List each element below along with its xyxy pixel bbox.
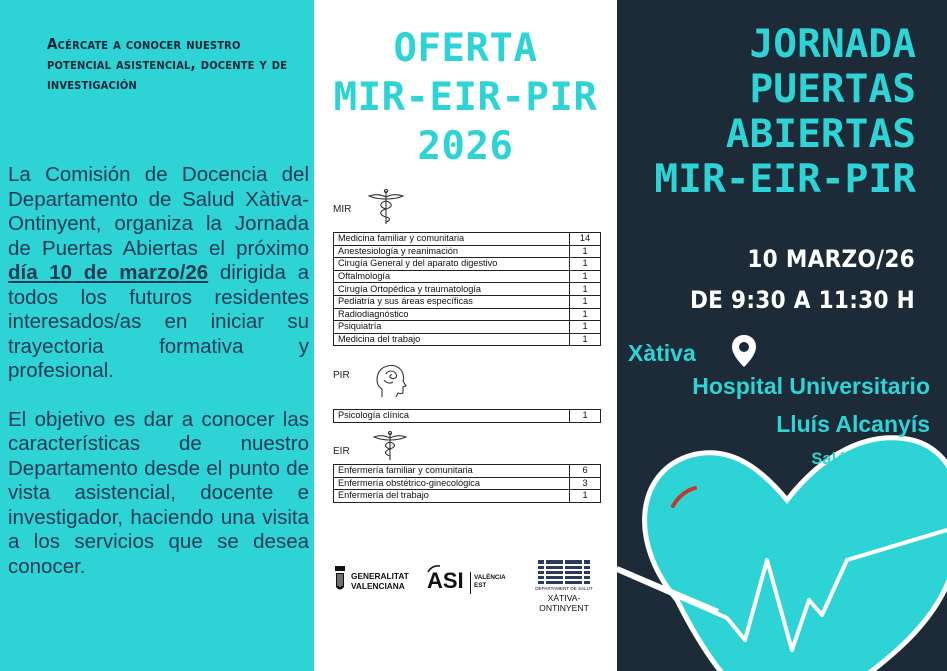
specialty-name: Psiquiatría <box>334 321 570 334</box>
hospital-name-line-1: Hospital Universitario <box>692 373 930 399</box>
asi-divider <box>470 572 471 594</box>
mir-table <box>333 232 601 346</box>
table-row <box>334 465 601 478</box>
offer-title-line-2: MIR-EIR-PIR <box>333 75 598 120</box>
specialty-name: Enfermería obstétrico-ginecológica <box>334 477 570 490</box>
pir-table <box>333 409 601 423</box>
room-name: Salón de Actos <box>811 450 930 468</box>
position-count: 1 <box>570 258 601 271</box>
table-row <box>334 490 601 503</box>
asi-line-2: EST <box>474 582 487 589</box>
intro-text-end: dirigida a todos los futuros residentes interesados/as en iniciar su trayectoria formativa y profesional. <box>8 261 309 382</box>
position-count: 1 <box>570 283 601 296</box>
table-row <box>334 295 601 308</box>
position-count: 6 <box>570 465 601 478</box>
table-row <box>334 308 601 321</box>
gva-line-1: GENERALITAT <box>351 571 409 581</box>
right-panel <box>617 0 947 671</box>
logos-row <box>333 558 603 614</box>
eir-label: EIR <box>333 446 350 457</box>
position-count: 1 <box>570 333 601 346</box>
table-row <box>334 258 601 271</box>
table-row <box>334 477 601 490</box>
event-date: 10 MARZO/26 <box>747 245 915 273</box>
dept-line-1: DEPARTAMENT DE SALUT <box>535 586 593 591</box>
table-row <box>334 410 601 423</box>
position-count: 1 <box>570 321 601 334</box>
position-count: 1 <box>570 245 601 258</box>
position-count: 1 <box>570 270 601 283</box>
position-count: 14 <box>570 233 601 246</box>
coat-of-arms-icon <box>333 563 347 593</box>
head-mind-icon <box>374 362 408 400</box>
specialty-name: Oftalmología <box>334 270 570 283</box>
event-title-line-3: ABIERTAS <box>725 111 916 157</box>
location-pin-icon <box>731 334 757 368</box>
position-count: 1 <box>570 410 601 423</box>
departament-logo <box>525 558 603 614</box>
specialty-name: Pediatría y sus áreas específicas <box>334 295 570 308</box>
position-count: 1 <box>570 295 601 308</box>
middle-panel <box>314 0 617 671</box>
table-row <box>334 283 601 296</box>
specialty-name: Medicina familiar y comunitaria <box>334 233 570 246</box>
event-time: DE 9:30 A 11:30 H <box>689 286 915 314</box>
gva-line-2: VALENCIANA <box>351 581 405 591</box>
dept-line-2: XÀTIVA-ONTINYENT <box>539 593 589 613</box>
offer-title-line-1: OFERTA <box>393 26 538 71</box>
specialty-name: Medicina del trabajo <box>334 333 570 346</box>
intro-paragraph <box>8 163 309 384</box>
intro-text-start: La Comisión de Docencia del Departamento de Salud Xàtiva-Ontinyent, organiza la Jornada de Puertas Abiertas el próximo <box>8 163 309 260</box>
specialty-name: Cirugía General y del aparato digestivo <box>334 258 570 271</box>
caduceus-icon <box>366 187 406 227</box>
position-count: 3 <box>570 477 601 490</box>
city-name: Xàtiva <box>628 340 696 366</box>
table-row <box>334 321 601 334</box>
specialty-name: Cirugía Ortopédica y traumatología <box>334 283 570 296</box>
table-row <box>334 245 601 258</box>
event-title-line-1: JORNADA <box>749 21 916 67</box>
table-row <box>334 233 601 246</box>
specialty-name: Anestesiología y reanimación <box>334 245 570 258</box>
pir-label: PIR <box>333 370 350 381</box>
position-count: 1 <box>570 308 601 321</box>
department-building-icon <box>538 560 590 584</box>
eir-table <box>333 464 601 503</box>
left-body-text <box>8 163 309 579</box>
event-title <box>617 22 916 202</box>
specialty-name: Enfermería del trabajo <box>334 490 570 503</box>
specialty-name: Radiodiagnóstico <box>334 308 570 321</box>
event-title-line-4: MIR-EIR-PIR <box>654 156 916 202</box>
position-count: 1 <box>570 490 601 503</box>
asi-wordmark: ASI <box>427 568 464 593</box>
offer-title-line-3: 2026 <box>417 124 514 169</box>
asi-logo <box>425 564 509 596</box>
caduceus-icon <box>372 430 408 462</box>
specialty-name: Psicología clínica <box>334 410 570 423</box>
mir-label: MIR <box>333 204 352 215</box>
left-panel <box>0 0 314 671</box>
hospital-name-line-2: Lluís Alcanyís <box>776 411 930 437</box>
offer-title <box>314 24 617 171</box>
event-date-highlight: día 10 de marzo/26 <box>8 261 209 284</box>
generalitat-logo <box>333 562 415 596</box>
left-heading: Acércate a conocer nuestro potencial asistencial, docente y de investigación <box>47 35 288 93</box>
floor-name: Planta 1 <box>866 479 930 497</box>
table-row <box>334 333 601 346</box>
table-row <box>334 270 601 283</box>
event-title-line-2: PUERTAS <box>749 66 916 112</box>
asi-line-1: VALÈNCIA <box>474 574 506 581</box>
specialty-name: Enfermería familiar y comunitaria <box>334 465 570 478</box>
objective-paragraph: El objetivo es dar a conocer las características de nuestro Departamento desde el punto de vista asistencial, docente e investigador, haciendo una visita a los servicios que se desea conocer. <box>8 407 309 578</box>
